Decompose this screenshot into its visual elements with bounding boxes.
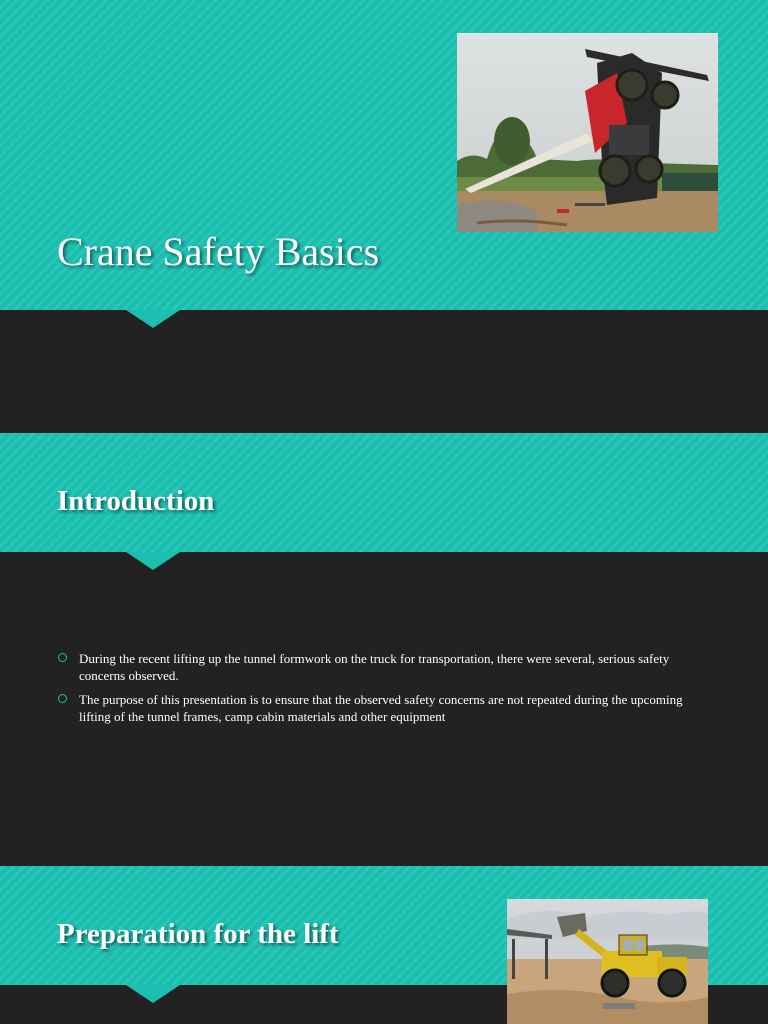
bullet-item <box>57 650 707 684</box>
bullet-item <box>57 691 707 725</box>
bullet-list <box>57 650 707 732</box>
slide-1 <box>0 0 768 433</box>
wheel-loader-illustration <box>507 899 708 1024</box>
title-band-notch <box>126 552 180 570</box>
slide-3 <box>0 866 768 1024</box>
slide-title: Introduction <box>57 485 215 517</box>
title-band-notch <box>126 985 180 1003</box>
crane-tipped-over-photo <box>457 33 718 232</box>
crane-photo-illustration <box>457 33 718 232</box>
slide-title: Crane Safety Basics <box>57 229 380 274</box>
bullet-text: The purpose of this presentation is to ensure that the observed safety concerns are not repeated during the upcoming lifting of the tunnel frames, camp cabin materials and other equipment <box>79 692 683 724</box>
circle-bullet-icon <box>58 694 67 703</box>
bullet-text: During the recent lifting up the tunnel formwork on the truck for transportation, there were several, serious safety concerns observed. <box>79 651 670 683</box>
slide-title: Preparation for the lift <box>57 918 339 950</box>
circle-bullet-icon <box>58 653 67 662</box>
slide-2 <box>0 433 768 866</box>
title-band-notch <box>126 310 180 328</box>
wheel-loader-photo <box>507 899 708 1024</box>
